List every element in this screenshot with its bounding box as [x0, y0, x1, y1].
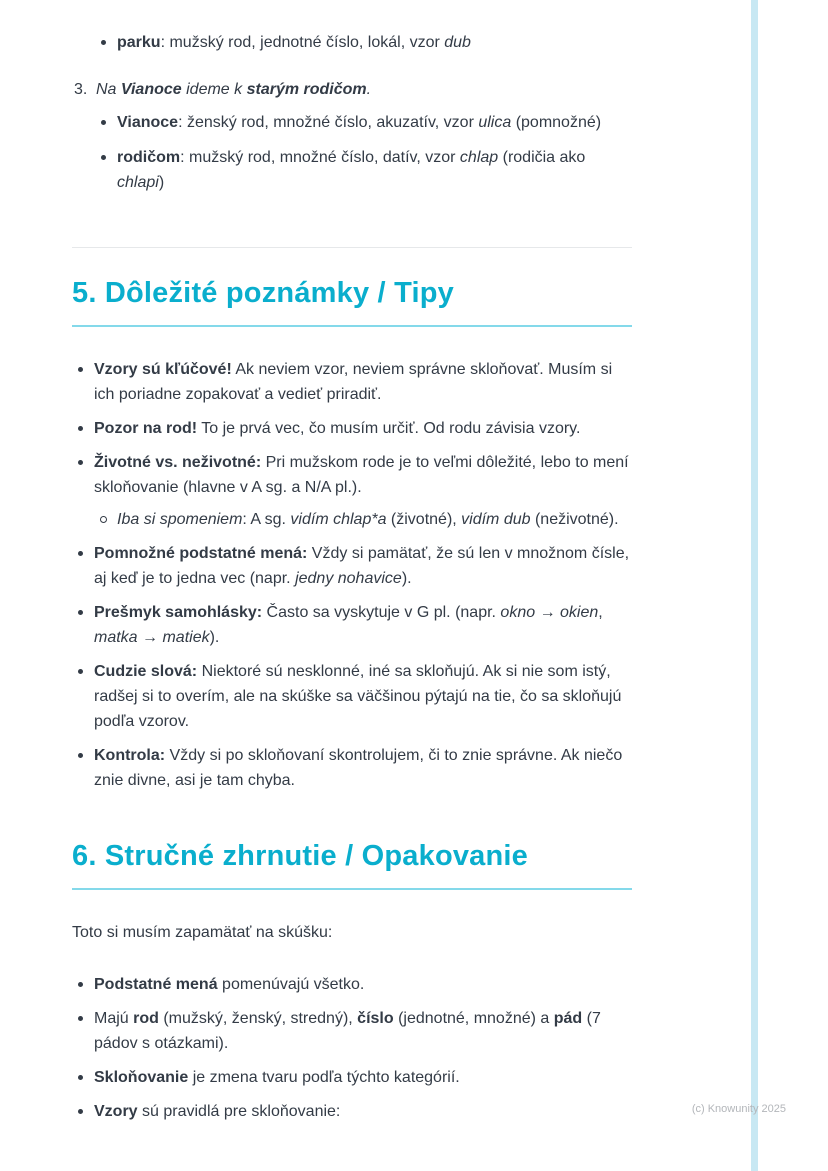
notes-content	[72, 30, 632, 1133]
list-item	[72, 357, 632, 407]
list-item	[72, 541, 632, 591]
item-number: 3.	[74, 81, 88, 98]
bullet-text: parku: mužský rod, jednotné číslo, lokál, vzor dub	[117, 34, 471, 51]
list-item	[72, 1065, 632, 1090]
bullet-text: Cudzie slová: Niektoré sú nesklonné, iné sa skloňujú. Ak si nie som istý, radšej si to overím, ale na skúške sa väčšinou pýtajú na tie, čo sa skloňujú podľa vzorov.	[94, 663, 622, 730]
numbered-item-3	[72, 77, 632, 205]
section-5-list	[72, 357, 632, 793]
bullet-text: Pomnožné podstatné mená: Vždy si pamätať, že sú len v množnom čísle, aj keď je to jedna vec (napr. jedny nohavice).	[94, 545, 630, 587]
bullet-text: Kontrola: Vždy si po skloňovaní skontrolujem, či to znie správne. Ak niečo znie divne, asi je tam chyba.	[94, 747, 623, 789]
section-6-intro: Toto si musím zapamätať na skúšku:	[72, 924, 333, 941]
watermark: (c) Knowunity 2025	[691, 1103, 786, 1115]
page-edge-bar	[751, 0, 758, 1171]
section-6-heading: 6. Stručné zhrnutie / Opakovanie	[72, 839, 632, 890]
bullet-text: Prešmyk samohlásky: Často sa vyskytuje v G pl. (napr. okno → okien, matka → matiek).	[94, 604, 603, 646]
section-6-list	[72, 972, 632, 1124]
example-sentence: Na Vianoce ideme k starým rodičom.	[96, 81, 372, 98]
section-5-sublist	[94, 507, 632, 532]
list-item	[72, 659, 632, 734]
example-analysis-list	[96, 110, 632, 195]
list-item	[96, 30, 632, 55]
carryover-bullet-list	[96, 30, 632, 55]
bullet-text: Iba si spomeniem: A sg. vidím chlap*a (životné), vidím dub (neživotné).	[117, 511, 619, 528]
numbered-item-body	[96, 77, 632, 205]
section-divider	[72, 247, 632, 248]
bullet-text: Podstatné mená pomenúvajú všetko.	[94, 976, 365, 993]
list-item	[72, 743, 632, 793]
bullet-text: Majú rod (mužský, ženský, stredný), číslo (jednotné, množné) a pád (7 pádov s otázkami).	[94, 1010, 601, 1052]
bullet-text: Pozor na rod! To je prvá vec, čo musím určiť. Od rodu závisia vzory.	[94, 420, 581, 437]
list-item	[72, 972, 632, 997]
list-item	[72, 416, 632, 441]
section-5-heading: 5. Dôležité poznámky / Tipy	[72, 276, 632, 327]
list-item	[72, 1099, 632, 1124]
list-item	[96, 145, 632, 195]
bullet-text: Vianoce: ženský rod, množné číslo, akuzatív, vzor ulica (pomnožné)	[117, 114, 602, 131]
list-item	[72, 450, 632, 532]
bullet-text: Vzory sú kľúčové! Ak neviem vzor, neviem správne skloňovať. Musím si ich poriadne zopakovať a vedieť priradiť.	[94, 361, 613, 403]
list-item	[72, 600, 632, 650]
bullet-text: Vzory sú pravidlá pre skloňovanie:	[94, 1103, 341, 1120]
bullet-text: Skloňovanie je zmena tvaru podľa týchto kategórií.	[94, 1069, 460, 1086]
list-item	[94, 507, 632, 532]
list-item	[96, 110, 632, 135]
bullet-text: rodičom: mužský rod, množné číslo, datív, vzor chlap (rodičia ako chlapi)	[117, 149, 586, 191]
bullet-text: Životné vs. neživotné: Pri mužskom rode je to veľmi dôležité, lebo to mení skloňovanie (hlavne v A sg. a N/A pl.).	[94, 454, 629, 496]
list-item	[72, 1006, 632, 1056]
